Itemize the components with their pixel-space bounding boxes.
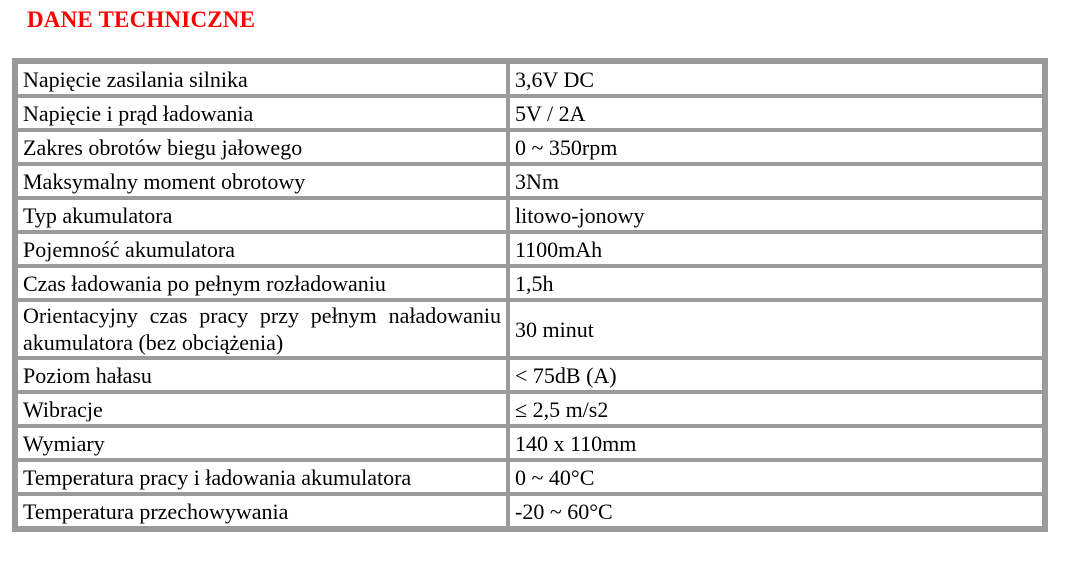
table-row [18,64,1042,94]
spec-label: Zakres obrotów biegu jałowego [18,132,506,162]
spec-label: Czas ładowania po pełnym rozładowaniu [18,268,506,298]
spec-value: 0 ~ 40°C [510,462,1042,492]
spec-value: 140 x 110mm [510,428,1042,458]
table-row [18,394,1042,424]
table-row [18,428,1042,458]
table-row [18,200,1042,230]
spec-label: Temperatura pracy i ładowania akumulatora [18,462,506,492]
spec-value: 1100mAh [510,234,1042,264]
technical-data-table [12,58,1048,532]
table-body [18,64,1042,526]
spec-label: Maksymalny moment obrotowy [18,166,506,196]
spec-label: Napięcie i prąd ładowania [18,98,506,128]
page-title: DANE TECHNICZNE [27,7,256,32]
spec-value: -20 ~ 60°C [510,496,1042,526]
table-row [18,496,1042,526]
table-row [18,132,1042,162]
spec-label: Napięcie zasilania silnika [18,64,506,94]
spec-value: < 75dB (A) [510,360,1042,390]
spec-value: ≤ 2,5 m/s2 [510,394,1042,424]
table-row [18,234,1042,264]
table-row [18,166,1042,196]
spec-label: Wymiary [18,428,506,458]
table-row [18,360,1042,390]
spec-value: 3,6V DC [510,64,1042,94]
table-row [18,268,1042,298]
spec-value: 30 minut [510,302,1042,356]
spec-label: Wibracje [18,394,506,424]
table-row [18,462,1042,492]
spec-label: Typ akumulatora [18,200,506,230]
spec-value: litowo-jonowy [510,200,1042,230]
spec-label: Pojemność akumulatora [18,234,506,264]
spec-value: 3Nm [510,166,1042,196]
spec-label: Poziom hałasu [18,360,506,390]
spec-value: 5V / 2A [510,98,1042,128]
table-row [18,302,1042,356]
spec-label: Orientacyjny czas pracy przy pełnym naładowaniu akumulatora (bez obciążenia) [18,302,506,356]
spec-value: 0 ~ 350rpm [510,132,1042,162]
spec-value: 1,5h [510,268,1042,298]
spec-label: Temperatura przechowywania [18,496,506,526]
table-row [18,98,1042,128]
